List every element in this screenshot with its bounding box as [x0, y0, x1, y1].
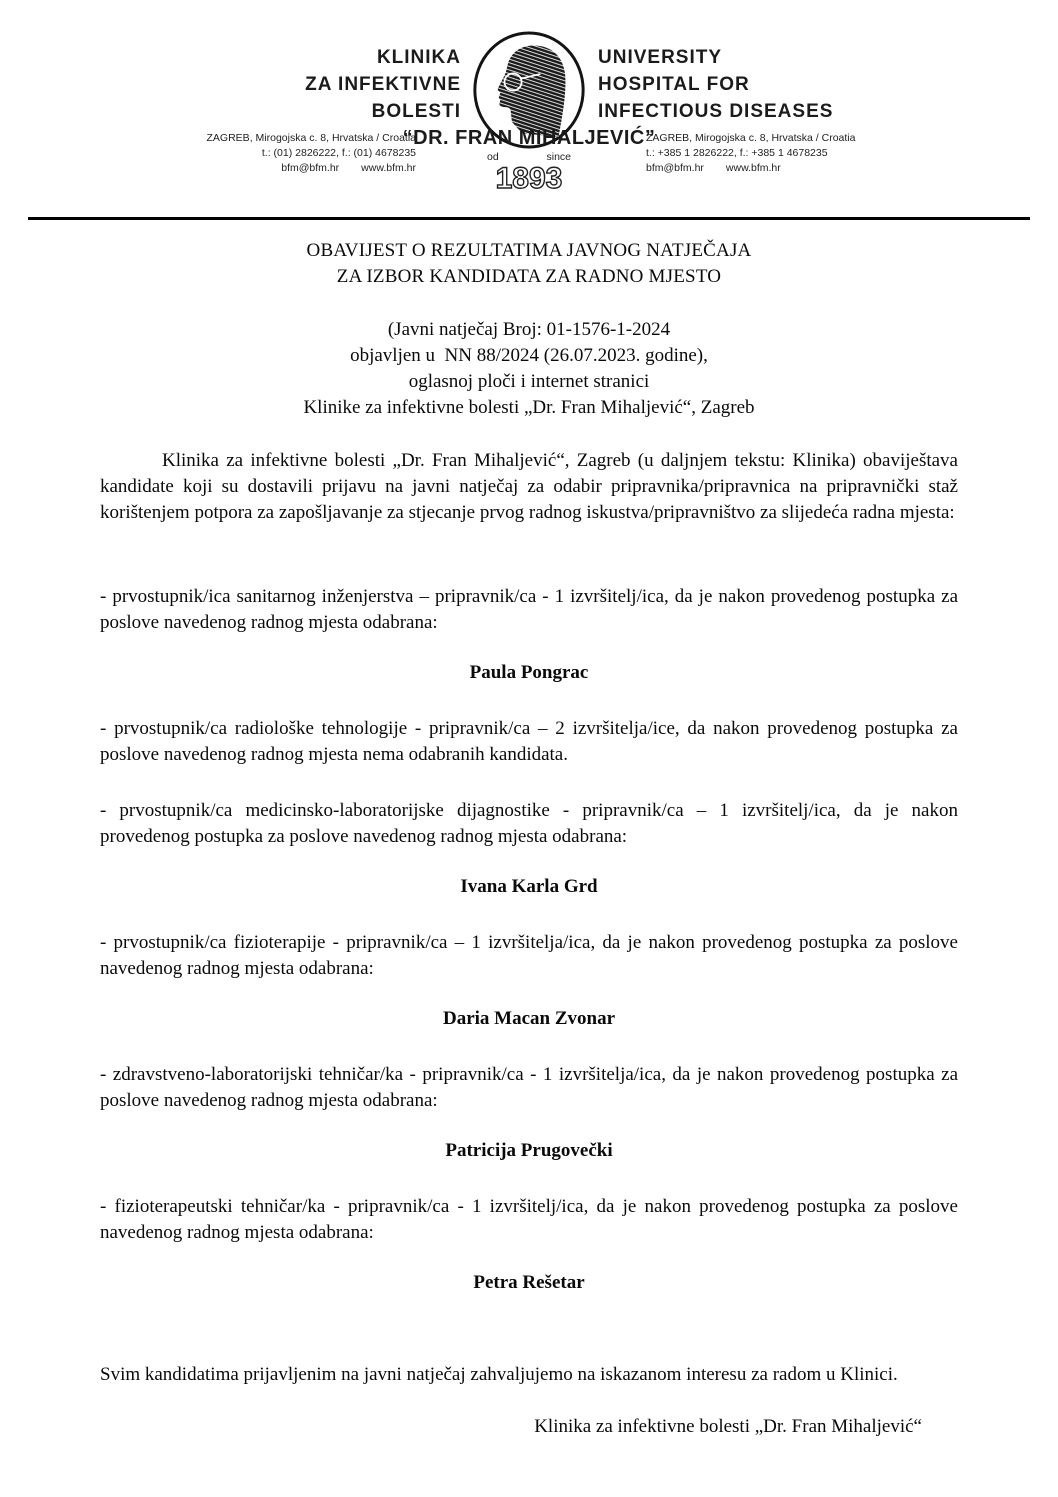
email-left: bfm@bfm.hr [281, 162, 340, 174]
clinic-name-croatian [305, 44, 461, 125]
subtitle-line: oglasnoj ploči i internet stranici [408, 371, 650, 392]
phone-fax-right: t.: +385 1 2826222, f.: +385 1 4678235 [646, 147, 828, 159]
address-left: ZAGREB, Mirogojska c. 8, Hrvatska / Croatia [206, 132, 416, 144]
email-web-right [646, 161, 855, 176]
document-title-line: ZA IZBOR KANDIDATA ZA RADNO MJESTO [336, 266, 722, 287]
address-right: ZAGREB, Mirogojska c. 8, Hrvatska / Croatia [646, 132, 856, 144]
subtitle-line: objavljen u NN 88/2024 (26.07.2023. godine), [350, 345, 708, 366]
position-item: - zdravstveno-laboratorijski tehničar/ka - pripravnik/ca - 1 izvršitelja/ica, da je nakon provedenog postupka za poslove navedenog radnog mjesta odabrana: [100, 1064, 958, 1111]
selected-candidate-name: Petra Rešetar [473, 1272, 585, 1293]
clinic-name-hr-line: BOLESTI [371, 101, 461, 122]
intro-paragraph: Klinika za infektivne bolesti „Dr. Fran Mihaljević“, Zagreb (u daljnjem tekstu: Klinika) obaviještava kandidate koji su dostavili prijavu na javni natječaj za odabir pripravnika/pripravnica na pripravnički staž korištenjem potpora za zapošljavanje za stjecanje prvog radnog iskustva/pripravništvo za slijedeća radna mjesta: [100, 450, 958, 523]
document-body [0, 220, 1058, 1440]
selected-candidate-name: Patricija Prugovečki [445, 1140, 613, 1161]
selected-candidate-name: Ivana Karla Grd [460, 876, 598, 897]
clinic-name-hr-line: KLINIKA [376, 47, 461, 68]
position-item: - prvostupnik/ca medicinsko-laboratorijske dijagnostike - pripravnik/ca – 1 izvršitelj/ica, da je nakon provedenog postupka za poslove navedenog radnog mjesta odabrana: [100, 800, 958, 847]
phone-fax-left: t.: (01) 2826222, f.: (01) 4678235 [261, 147, 416, 159]
established-year-1893 [479, 158, 579, 198]
clinic-name-en-line: INFECTIOUS DISEASES [598, 101, 834, 122]
email-web-left [207, 161, 416, 176]
established-od-label: od [487, 151, 499, 163]
position-item: - prvostupnik/ica sanitarnog inženjerstva – pripravnik/ca - 1 izvršitelj/ica, da je nakon provedenog postupka za poslove navedenog radnog mjesta odabrana: [100, 586, 958, 633]
position-item: - prvostupnik/ca fizioterapije - pripravnik/ca – 1 izvršitelja/ica, da je nakon provedenog postupka za poslove navedenog radnog mjesta odabrana: [100, 932, 958, 979]
document-title [100, 238, 958, 290]
subtitle-line: (Javni natječaj Broj: 01-1576-1-2024 [387, 319, 671, 340]
signature-line: Klinika za infektivne bolesti „Dr. Fran Mihaljević“ [534, 1416, 922, 1437]
letterhead [0, 0, 1058, 215]
email-right: bfm@bfm.hr [646, 162, 704, 174]
clinic-name-hr-line: ZA INFEKTIVNE [305, 74, 461, 95]
selected-candidate-name: Paula Pongrac [469, 662, 589, 683]
document-subtitle [100, 317, 958, 421]
clinic-eponym-name: “DR. FRAN MIHALJEVIĆ” [402, 127, 656, 149]
selected-candidate-name: Daria Macan Zvonar [442, 1008, 616, 1029]
closing-paragraph: Svim kandidatima prijavljenim na javni natječaj zahvaljujemo na iskazanom interesu za radom u Klinici. [100, 1364, 898, 1385]
subtitle-line: Klinike za infektivne bolesti „Dr. Fran Mihaljević“, Zagreb [303, 397, 755, 418]
position-item: - fizioterapeutski tehničar/ka - pripravnik/ca - 1 izvršitelj/ica, da je nakon provedenog postupka za poslove navedenog radnog mjesta odabrana: [100, 1196, 958, 1243]
clinic-name-en-line: UNIVERSITY [598, 47, 723, 68]
clinic-name-en-line: HOSPITAL FOR [598, 74, 750, 95]
website-left: www.bfm.hr [361, 162, 416, 174]
position-item: - prvostupnik/ca radiološke tehnologije - pripravnik/ca – 2 izvršitelja/ice, da nakon provedenog postupka za poslove navedenog radnog mjesta nema odabranih kandidata. [100, 718, 958, 765]
contact-block-right [646, 131, 855, 176]
website-right: www.bfm.hr [725, 162, 781, 174]
document-title-line: OBAVIJEST O REZULTATIMA JAVNOG NATJEČAJA [306, 240, 752, 261]
established-year-text: 1893 [495, 162, 563, 195]
established-since-label: since [546, 151, 571, 163]
clinic-name-english [598, 44, 833, 125]
